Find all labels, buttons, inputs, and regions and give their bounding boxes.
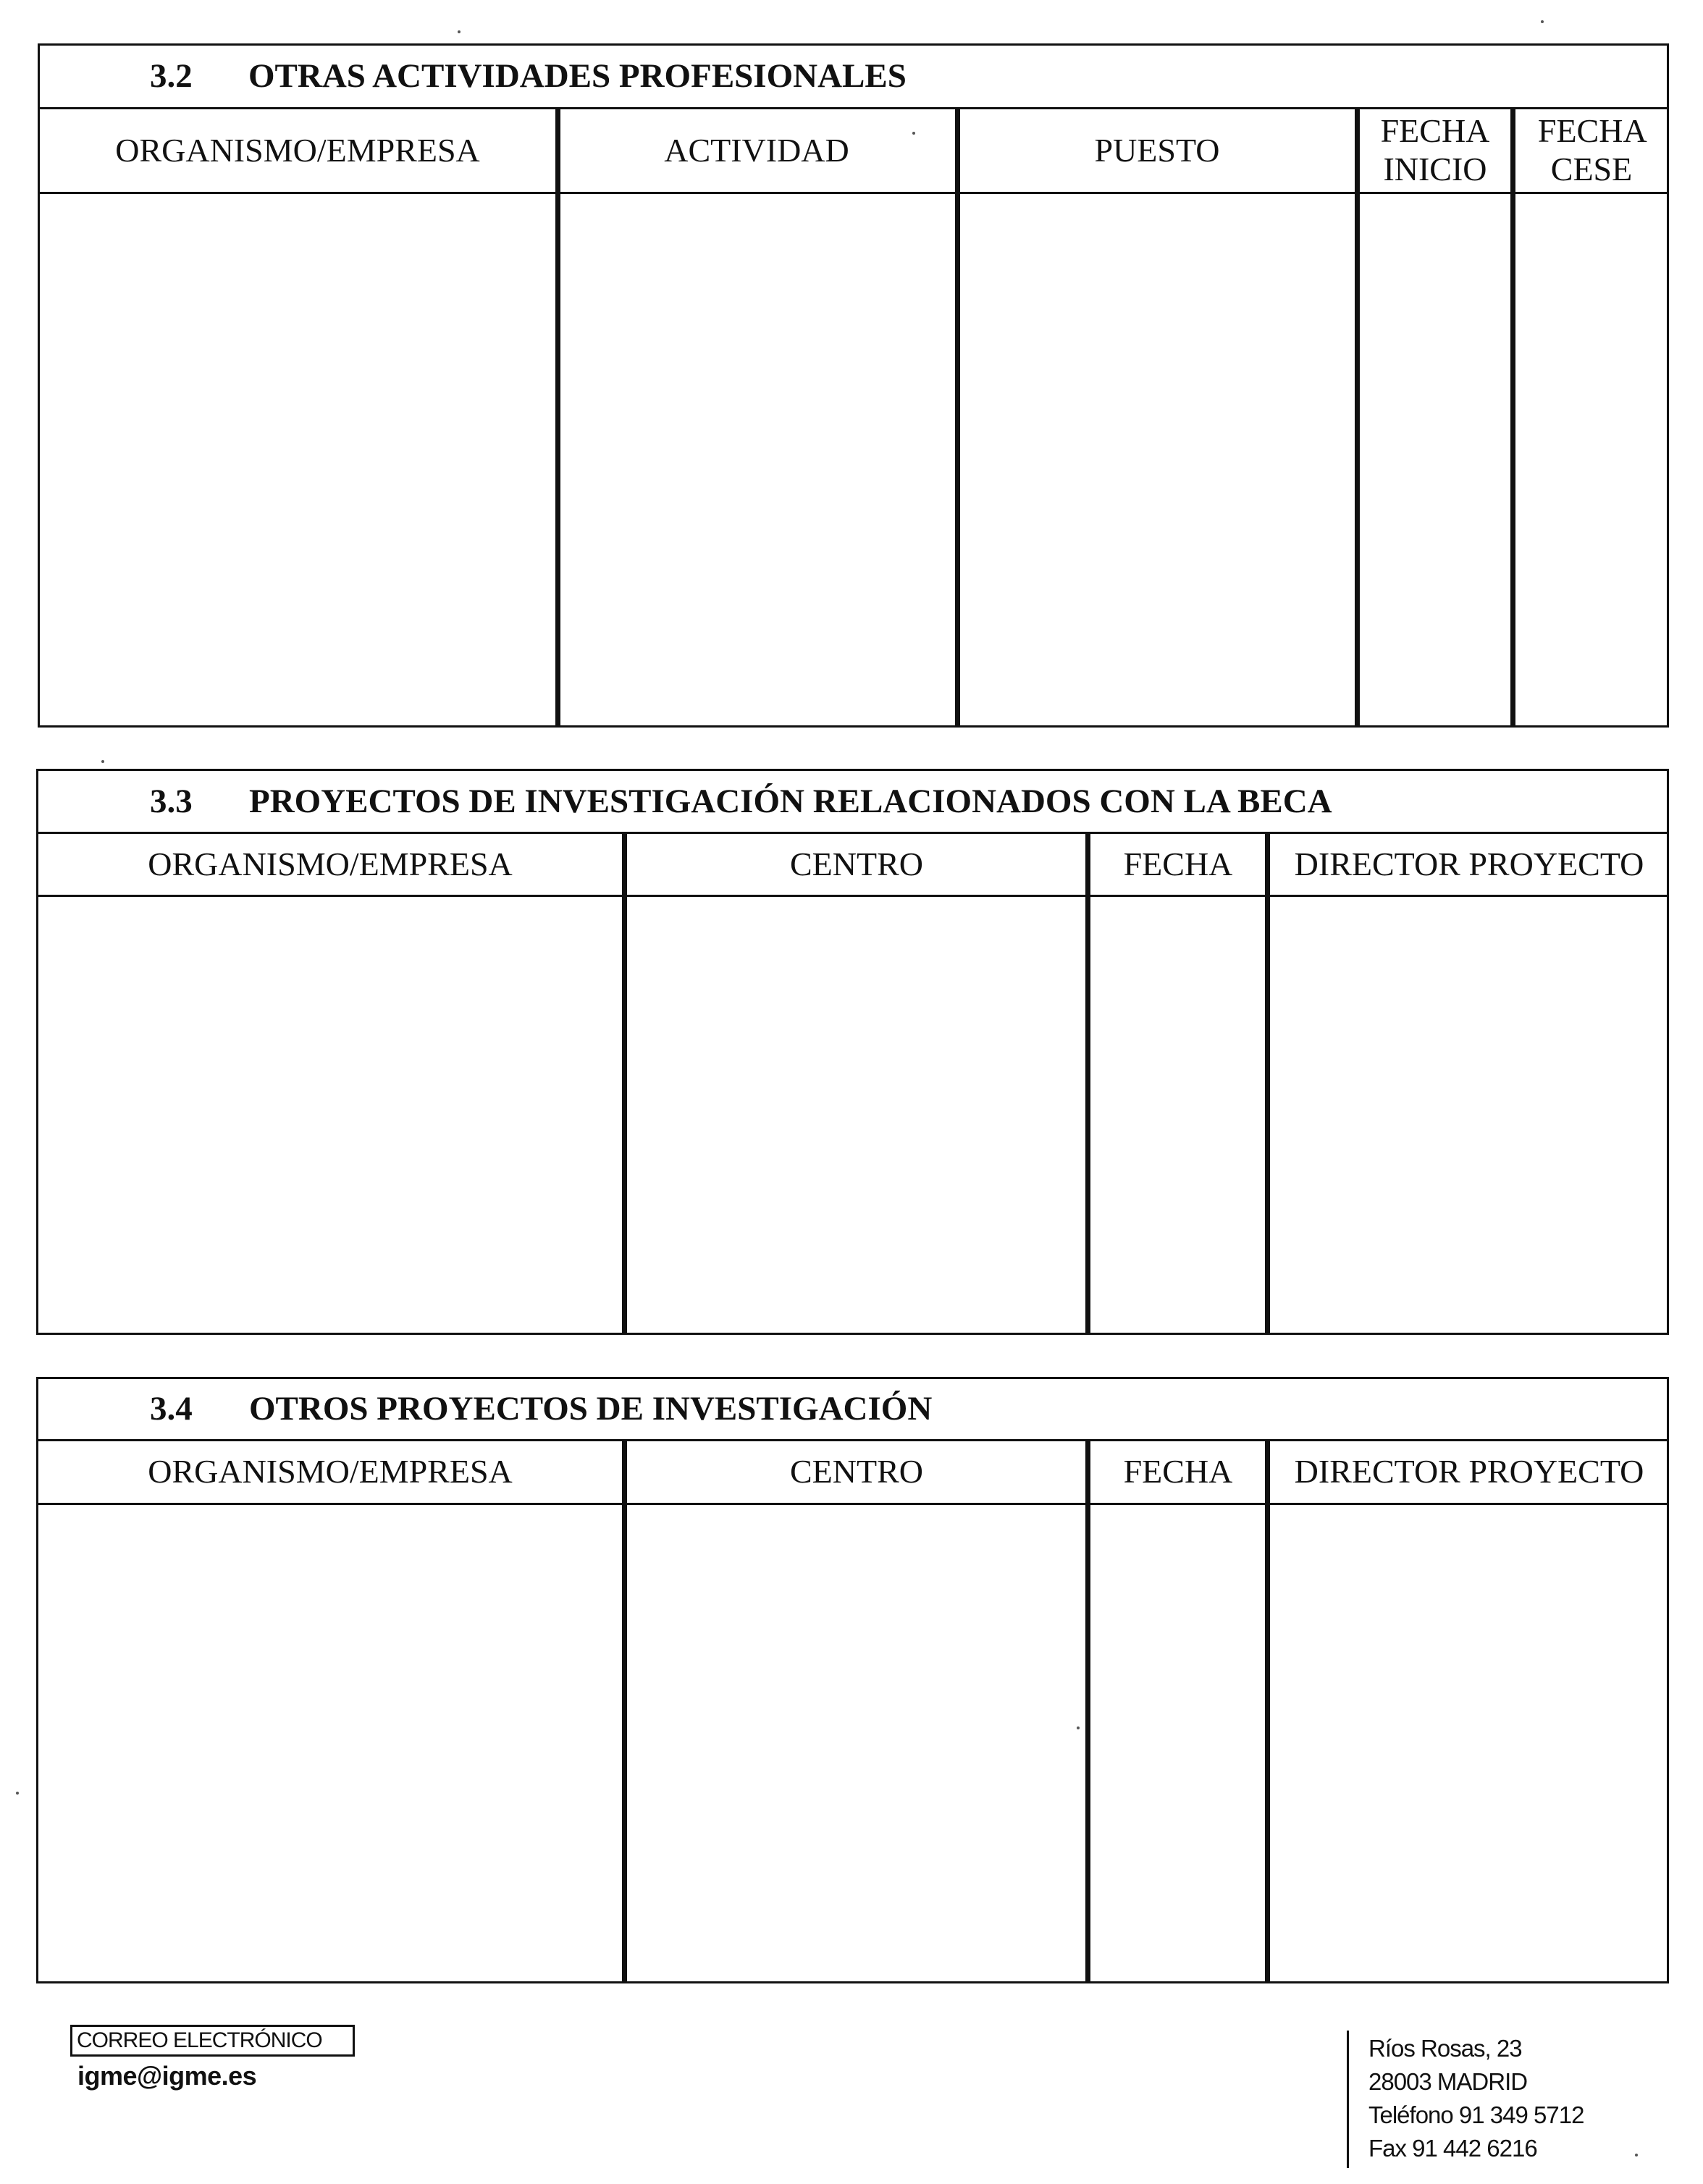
column-divider	[1085, 834, 1090, 1333]
section-3-4-table	[36, 1377, 1669, 1983]
column-header-director-proyecto: DIRECTOR PROYECTO	[1294, 845, 1644, 882]
email-address: igme@igme.es	[77, 2061, 257, 2091]
scan-speck	[458, 30, 461, 33]
section-3-2-table	[38, 43, 1669, 728]
scan-speck	[912, 132, 915, 135]
column-divider	[1355, 109, 1360, 725]
column-divider	[1510, 109, 1515, 725]
column-divider	[622, 834, 627, 1333]
column-header-puesto: PUESTO	[1094, 131, 1220, 169]
section-3-2-number: 3.2	[150, 57, 193, 95]
scan-speck	[1077, 1726, 1080, 1729]
scan-speck	[101, 760, 104, 763]
scan-speck	[1635, 2154, 1638, 2156]
section-3-2-header-row	[40, 109, 1667, 194]
column-header-organismo: ORGANISMO/EMPRESA	[148, 845, 513, 882]
address-divider	[1347, 2031, 1349, 2168]
section-3-2-title-row	[40, 46, 1667, 109]
scan-speck	[1541, 20, 1544, 23]
column-divider	[622, 1441, 627, 1981]
section-3-2-title: OTRAS ACTIVIDADES PROFESIONALES	[248, 57, 907, 95]
address-city: 28003 MADRID	[1368, 2068, 1528, 2095]
column-divider	[1085, 1441, 1090, 1981]
section-3-3-title: PROYECTOS DE INVESTIGACIÓN RELACIONADOS CON LA BECA	[249, 782, 1332, 820]
column-header-centro: CENTRO	[790, 845, 923, 882]
column-divider	[1265, 1441, 1270, 1981]
address-street: Ríos Rosas, 23	[1368, 2035, 1522, 2062]
column-header-organismo: ORGANISMO/EMPRESA	[115, 131, 480, 169]
address-phone: Teléfono 91 349 5712	[1368, 2101, 1584, 2128]
section-3-4-title: OTROS PROYECTOS DE INVESTIGACIÓN	[249, 1390, 933, 1428]
column-header-organismo: ORGANISMO/EMPRESA	[148, 1453, 513, 1491]
email-label-box: CORREO ELECTRÓNICO	[70, 2025, 355, 2057]
section-3-3-title-row	[38, 771, 1667, 834]
section-3-3-table	[36, 769, 1669, 1335]
column-header-actividad: ACTIVIDAD	[664, 131, 849, 169]
section-3-4-header-row	[38, 1441, 1667, 1505]
column-header-fecha-inicio: FECHA INICIO	[1380, 112, 1490, 187]
column-header-centro: CENTRO	[790, 1453, 923, 1491]
address-fax: Fax 91 442 6216	[1368, 2135, 1537, 2162]
column-header-fecha: FECHA	[1123, 845, 1233, 882]
column-header-director-proyecto: DIRECTOR PROYECTO	[1294, 1453, 1644, 1491]
column-divider	[555, 109, 560, 725]
section-3-4-number: 3.4	[150, 1390, 193, 1428]
column-header-fecha: FECHA	[1123, 1453, 1233, 1491]
postal-address	[1368, 2032, 1584, 2165]
section-3-4-title-row	[38, 1379, 1667, 1441]
section-3-3-number: 3.3	[150, 782, 193, 820]
section-3-3-header-row	[38, 834, 1667, 897]
column-divider	[1265, 834, 1270, 1333]
column-divider	[955, 109, 960, 725]
scan-speck	[16, 1792, 19, 1795]
column-header-fecha-cese: FECHA CESE	[1537, 112, 1647, 187]
